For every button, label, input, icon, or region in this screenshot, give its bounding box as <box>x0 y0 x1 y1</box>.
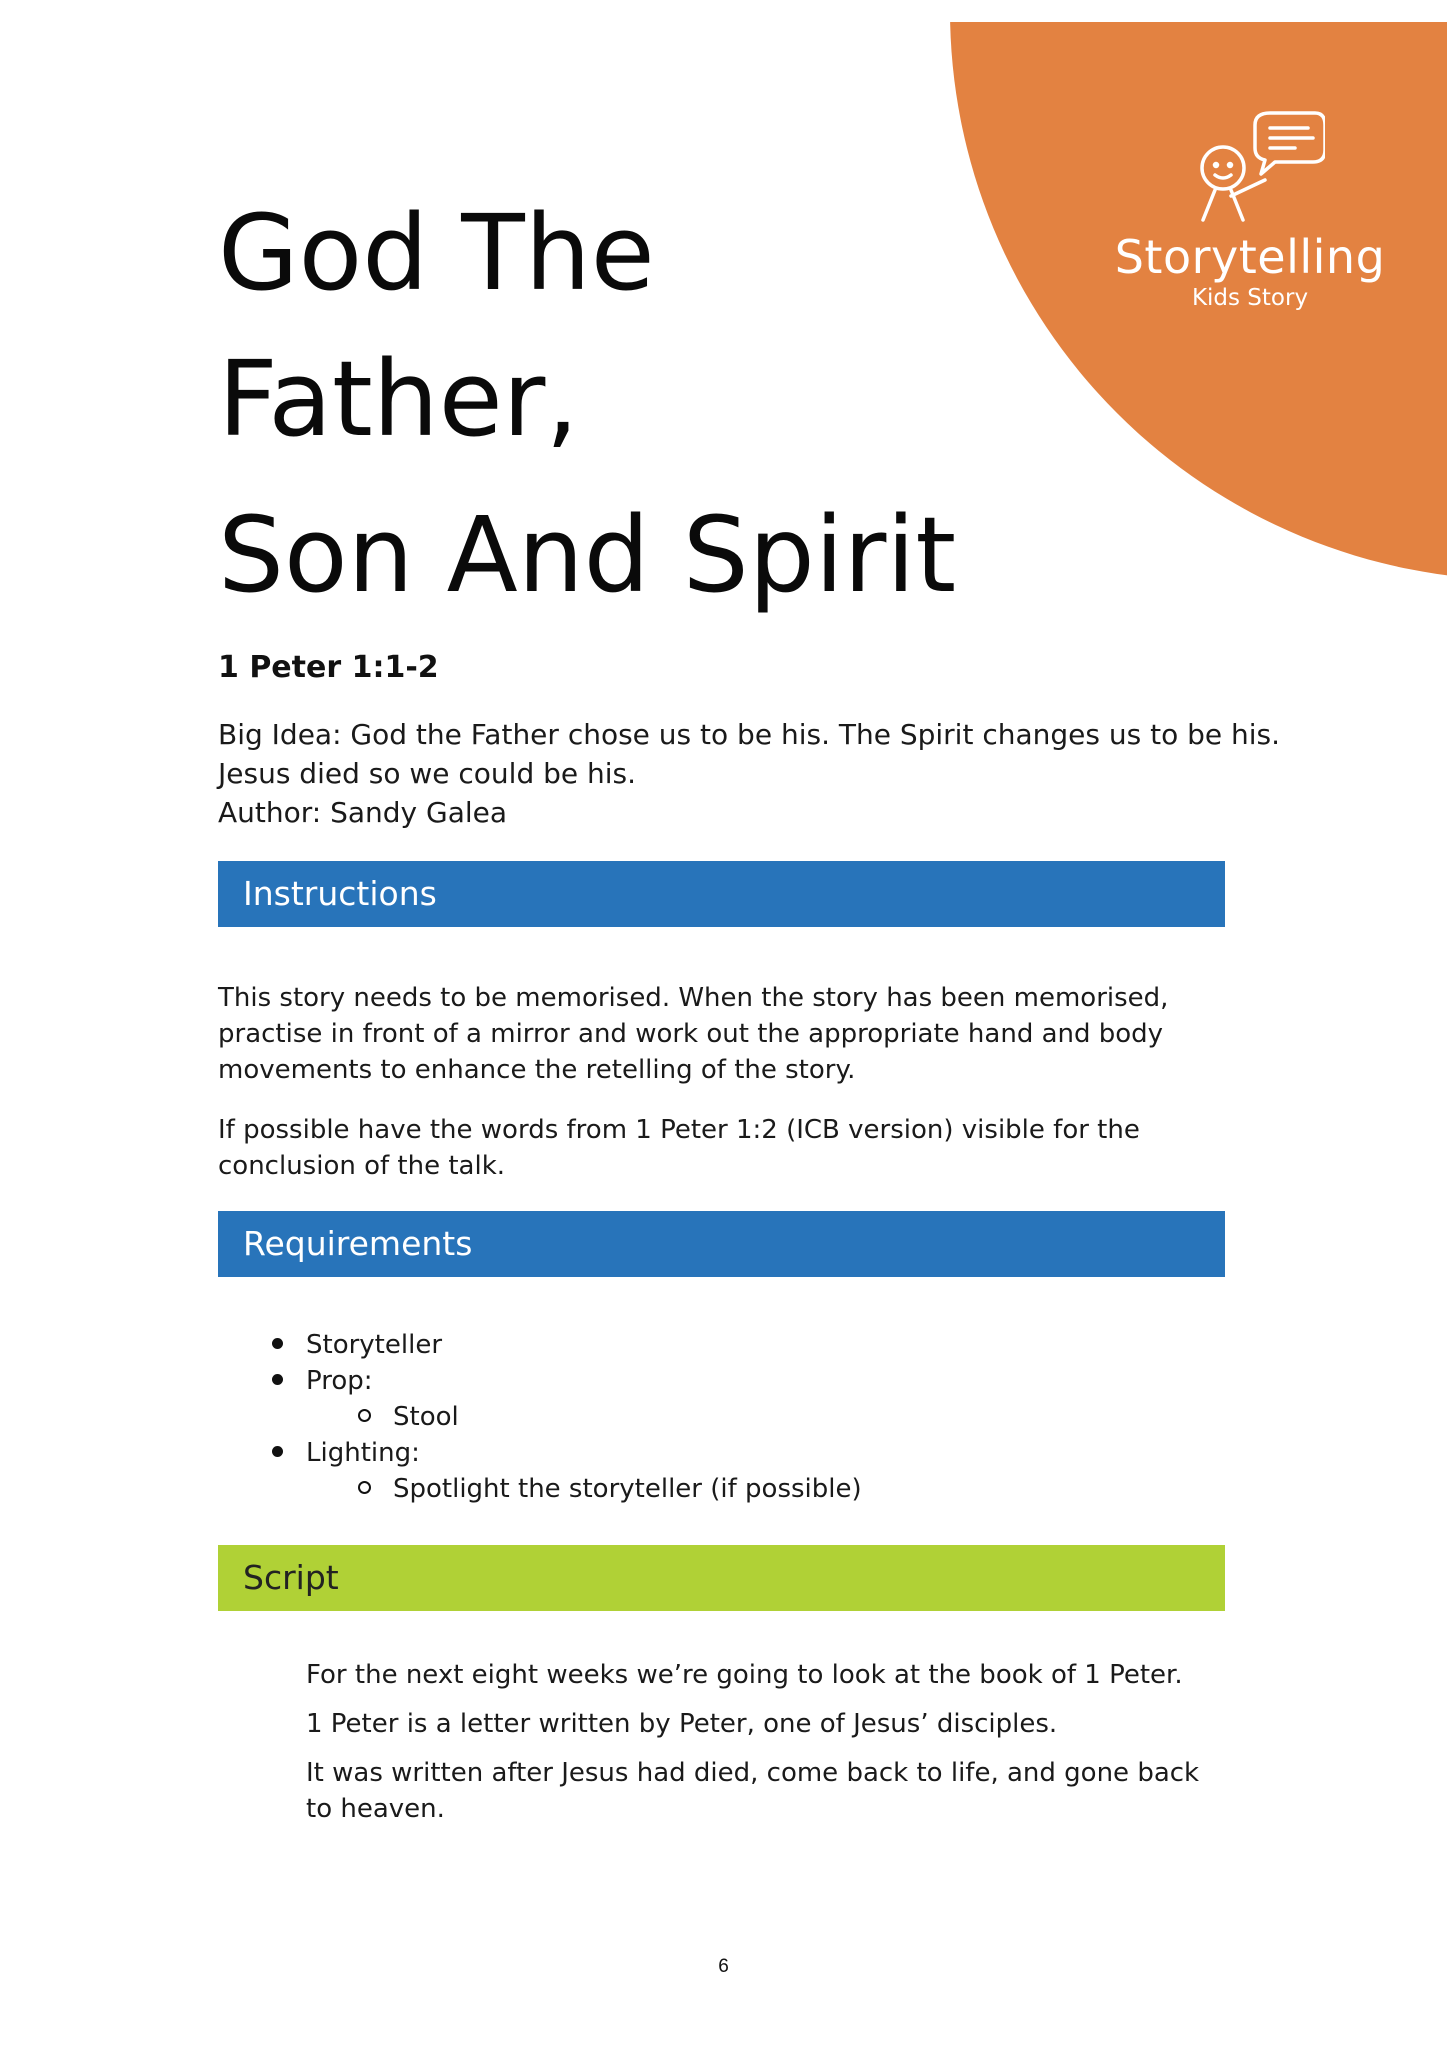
page-title <box>218 180 978 628</box>
bullet-icon <box>272 1446 283 1457</box>
bullet-icon <box>272 1374 283 1385</box>
sub-bullet-icon <box>358 1481 371 1494</box>
top-margin <box>0 0 1447 22</box>
bullet-icon <box>272 1338 283 1349</box>
big-idea-line-1: Big Idea: God the Father chose us to be his. The Spirit changes us to be his. <box>218 718 1281 751</box>
brand-name: Storytelling <box>1114 230 1386 284</box>
brand-logo <box>1100 110 1400 312</box>
script-body <box>306 1657 1206 1840</box>
title-line-1: God The <box>218 192 655 314</box>
brand-subtitle: Kids Story <box>1191 285 1309 311</box>
list-item: Prop: <box>218 1363 1228 1399</box>
list-item: Lighting: <box>218 1435 1228 1471</box>
storyteller-speech-bubble-icon <box>1175 110 1325 230</box>
page-number: 6 <box>718 1956 729 1977</box>
author: Author: Sandy Galea <box>218 796 508 829</box>
scripture-reference: 1 Peter 1:1-2 <box>218 650 439 685</box>
script-paragraph-3: It was written after Jesus had died, come back to life, and gone back to heaven. <box>306 1758 1200 1824</box>
big-idea-line-2: Jesus died so we could be his. <box>218 757 637 790</box>
list-item: Stool <box>218 1399 1228 1435</box>
list-item: Storyteller <box>218 1327 1228 1363</box>
list-item: Spotlight the storyteller (if possible) <box>218 1471 1228 1507</box>
title-line-3: Son And Spirit <box>218 494 957 616</box>
instructions-paragraph-2: If possible have the words from 1 Peter 1:2 (ICB version) visible for the conclusion of the talk. <box>218 1115 1140 1181</box>
requirements-heading: Requirements <box>218 1211 1225 1277</box>
script-paragraph-2: 1 Peter is a letter written by Peter, one of Jesus’ disciples. <box>306 1709 1058 1739</box>
instructions-heading: Instructions <box>218 861 1225 927</box>
script-heading: Script <box>218 1545 1225 1611</box>
script-paragraph-1: For the next eight weeks we’re going to look at the book of 1 Peter. <box>306 1660 1183 1690</box>
instructions-paragraph-1: This story needs to be memorised. When the story has been memorised, practise in front of a mirror and work out the appropriate hand and body movements to enhance the retelling of the story. <box>218 983 1169 1085</box>
story-meta <box>218 715 1281 832</box>
requirements-list <box>218 1327 1228 1507</box>
sub-bullet-icon <box>358 1409 371 1422</box>
title-line-2: Father, <box>218 338 579 460</box>
